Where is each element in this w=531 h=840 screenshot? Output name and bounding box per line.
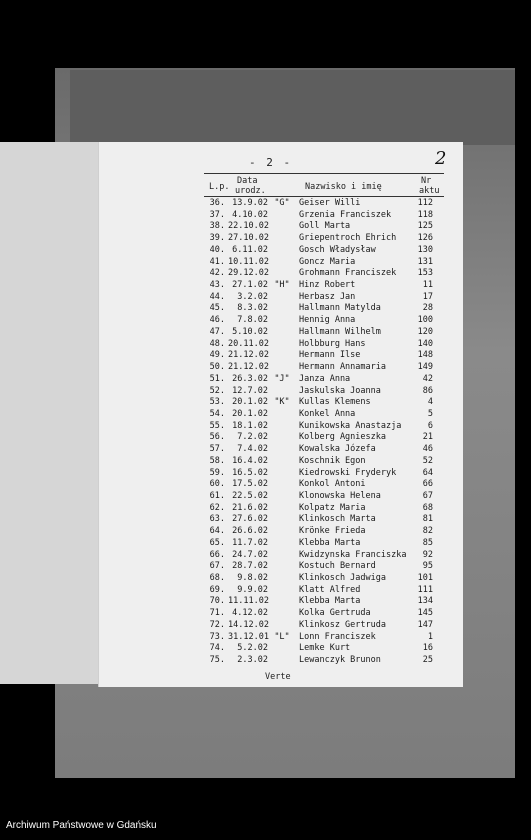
birth-date: 4.10.02 <box>232 209 268 220</box>
birth-date: 21.12.02 <box>228 350 269 361</box>
birth-date: 7.8.02 <box>237 315 268 326</box>
person-name: Klinkosch Marta <box>299 514 376 525</box>
table-row <box>99 198 463 210</box>
table-row <box>99 421 463 433</box>
table-row <box>99 210 463 222</box>
record-number: 149 <box>417 362 433 373</box>
person-name: Hallmann Wilhelm <box>299 326 381 337</box>
record-number: 145 <box>417 608 433 619</box>
person-name: Goll Marta <box>299 221 351 232</box>
person-name: Hermann Ilse <box>299 350 361 361</box>
person-name: Herbasz Jan <box>299 291 356 302</box>
table-row <box>99 655 463 667</box>
table-row <box>99 221 463 233</box>
table-row <box>99 339 463 351</box>
table-row <box>99 257 463 269</box>
row-number: 66. <box>209 549 225 560</box>
row-number: 64. <box>209 526 225 537</box>
birth-date: 11.7.02 <box>232 537 268 548</box>
table-row <box>99 233 463 245</box>
table-row <box>99 268 463 280</box>
record-number: 92 <box>422 549 433 560</box>
person-name: Klebba Marta <box>299 596 361 607</box>
row-number: 47. <box>209 326 225 337</box>
header-akt-line2: aktu <box>419 186 440 196</box>
birth-date: 22.5.02 <box>232 490 268 501</box>
row-number: 45. <box>209 303 225 314</box>
row-number: 67. <box>209 561 225 572</box>
row-number: 36. <box>209 198 225 208</box>
row-number: 41. <box>209 256 225 267</box>
person-name: Hinz Robert <box>299 280 356 291</box>
row-number: 49. <box>209 350 225 361</box>
record-number: 95 <box>422 561 433 572</box>
birth-date: 21.12.02 <box>228 362 269 373</box>
record-number: 21 <box>422 432 433 443</box>
person-name: Kwidzynska Franciszka <box>299 549 407 560</box>
record-number: 42 <box>422 373 433 384</box>
record-number: 130 <box>417 244 433 255</box>
row-number: 37. <box>209 209 225 220</box>
document-page <box>98 142 463 687</box>
person-name: Hennig Anna <box>299 315 356 326</box>
birth-date: 16.5.02 <box>232 467 268 478</box>
record-number: 134 <box>417 596 433 607</box>
table-row <box>99 409 463 421</box>
record-number: 140 <box>417 338 433 349</box>
birth-date: 9.9.02 <box>237 584 268 595</box>
table-row <box>99 315 463 327</box>
record-number: 126 <box>417 233 433 244</box>
person-name: Jaskulska Joanna <box>299 385 381 396</box>
record-number: 131 <box>417 256 433 267</box>
person-name: Konkel Anna <box>299 408 356 419</box>
row-number: 42. <box>209 268 225 279</box>
row-number: 70. <box>209 596 225 607</box>
table-row <box>99 585 463 597</box>
record-number: 82 <box>422 526 433 537</box>
record-number: 147 <box>417 619 433 630</box>
person-name: Kolka Gertruda <box>299 608 371 619</box>
table-row <box>99 608 463 620</box>
record-number: 16 <box>422 643 433 654</box>
table-row <box>99 327 463 339</box>
birth-date: 27.1.02 <box>232 280 268 291</box>
person-name: Grohmann Franciszek <box>299 268 397 279</box>
table-row <box>99 643 463 655</box>
row-number: 63. <box>209 514 225 525</box>
row-number: 51. <box>209 373 225 384</box>
birth-date: 3.2.02 <box>237 291 268 302</box>
table-row <box>99 573 463 585</box>
person-name: Konkol Antoni <box>299 479 366 490</box>
birth-date: 8.3.02 <box>237 303 268 314</box>
table-row <box>99 526 463 538</box>
person-name: Klinkosch Jadwiga <box>299 573 386 583</box>
record-number: 11 <box>422 280 433 291</box>
person-name: Lewanczyk Brunon <box>299 655 381 666</box>
person-name: Holbburg Hans <box>299 338 366 349</box>
person-name: Janza Anna <box>299 373 351 384</box>
person-name: Klinkosz Gertruda <box>299 619 386 630</box>
table-row <box>99 491 463 503</box>
person-name: Lemke Kurt <box>299 643 351 654</box>
birth-date: 28.7.02 <box>232 561 268 572</box>
person-name: Lonn Franciszek <box>299 631 376 642</box>
verte-note: Verte <box>265 672 291 682</box>
record-number: 17 <box>422 291 433 302</box>
row-number: 62. <box>209 502 225 513</box>
row-number: 68. <box>209 573 225 583</box>
person-name: Koschnik Egon <box>299 455 366 466</box>
birth-date: 7.2.02 <box>237 432 268 443</box>
birth-date: 20.1.02 <box>232 408 268 419</box>
birth-date: 21.6.02 <box>232 502 268 513</box>
letter-marker: "H" <box>274 280 290 291</box>
table-row <box>99 620 463 632</box>
row-number: 40. <box>209 244 225 255</box>
birth-date: 7.4.02 <box>237 444 268 455</box>
header-date-line1: Data <box>237 176 258 186</box>
row-number: 60. <box>209 479 225 490</box>
birth-date: 9.8.02 <box>237 573 268 583</box>
table-row <box>99 479 463 491</box>
birth-date: 27.10.02 <box>228 233 269 244</box>
table-row <box>99 468 463 480</box>
birth-date: 17.5.02 <box>232 479 268 490</box>
record-number: 64 <box>422 467 433 478</box>
person-name: Klebba Marta <box>299 537 361 548</box>
row-number: 69. <box>209 584 225 595</box>
row-number: 72. <box>209 619 225 630</box>
record-number: 85 <box>422 537 433 548</box>
record-number: 1 <box>427 631 433 642</box>
birth-date: 4.12.02 <box>232 608 268 619</box>
row-number: 43. <box>209 280 225 291</box>
table-row <box>99 632 463 644</box>
row-number: 71. <box>209 608 225 619</box>
letter-marker: "J" <box>274 373 290 384</box>
row-number: 59. <box>209 467 225 478</box>
birth-date: 5.10.02 <box>232 326 268 337</box>
record-number: 86 <box>422 385 433 396</box>
scan-background-top <box>70 70 515 145</box>
person-name: Gosch Władysław <box>299 244 376 255</box>
row-number: 39. <box>209 233 225 244</box>
table-row <box>99 350 463 362</box>
birth-date: 31.12.01 <box>228 631 269 642</box>
row-number: 56. <box>209 432 225 443</box>
table-row <box>99 514 463 526</box>
person-name: Goncz Maria <box>299 256 356 267</box>
person-name: Klonowska Helena <box>299 490 381 501</box>
record-number: 112 <box>417 198 433 208</box>
person-name: Kolberg Agnieszka <box>299 432 386 443</box>
birth-date: 18.1.02 <box>232 420 268 431</box>
record-number: 52 <box>422 455 433 466</box>
record-number: 68 <box>422 502 433 513</box>
birth-date: 14.12.02 <box>228 619 269 630</box>
person-name: Geiser Willi <box>299 198 361 208</box>
record-number: 81 <box>422 514 433 525</box>
row-number: 55. <box>209 420 225 431</box>
record-number: 120 <box>417 326 433 337</box>
birth-date: 24.7.02 <box>232 549 268 560</box>
handwritten-page-number: 2 <box>435 148 447 169</box>
letter-marker: "G" <box>274 198 290 208</box>
table-row <box>99 538 463 550</box>
record-number: 148 <box>417 350 433 361</box>
record-number: 125 <box>417 221 433 232</box>
birth-date: 27.6.02 <box>232 514 268 525</box>
person-name: Klatt Alfred <box>299 584 361 595</box>
header-bottom-rule <box>204 196 444 197</box>
birth-date: 2.3.02 <box>237 655 268 666</box>
table-row <box>99 550 463 562</box>
birth-date: 26.3.02 <box>232 373 268 384</box>
table-row <box>99 397 463 409</box>
register-rows <box>99 198 463 667</box>
birth-date: 12.7.02 <box>232 385 268 396</box>
record-number: 67 <box>422 490 433 501</box>
table-row <box>99 444 463 456</box>
header-top-rule <box>204 173 444 174</box>
table-row <box>99 432 463 444</box>
birth-date: 26.6.02 <box>232 526 268 537</box>
record-number: 66 <box>422 479 433 490</box>
row-number: 50. <box>209 362 225 373</box>
row-number: 48. <box>209 338 225 349</box>
record-number: 153 <box>417 268 433 279</box>
record-number: 4 <box>427 397 433 408</box>
row-number: 44. <box>209 291 225 302</box>
record-number: 111 <box>417 584 433 595</box>
adjacent-page-strip <box>0 142 101 684</box>
person-name: Hallmann Matylda <box>299 303 381 314</box>
birth-date: 5.2.02 <box>237 643 268 654</box>
birth-date: 6.11.02 <box>232 244 268 255</box>
page-marker: - 2 - <box>249 156 293 169</box>
record-number: 25 <box>422 655 433 666</box>
person-name: Kostuch Bernard <box>299 561 376 572</box>
birth-date: 13.9.02 <box>232 198 268 208</box>
record-number: 101 <box>417 573 433 583</box>
record-number: 28 <box>422 303 433 314</box>
archive-watermark: Archiwum Państwowe w Gdańsku <box>6 820 157 831</box>
person-name: Griepentroch Ehrich <box>299 233 397 244</box>
person-name: Krönke Frieda <box>299 526 366 537</box>
letter-marker: "L" <box>274 631 290 642</box>
row-number: 46. <box>209 315 225 326</box>
row-number: 61. <box>209 490 225 501</box>
birth-date: 20.11.02 <box>228 338 269 349</box>
table-row <box>99 561 463 573</box>
birth-date: 10.11.02 <box>228 256 269 267</box>
row-number: 73. <box>209 631 225 642</box>
table-row <box>99 503 463 515</box>
birth-date: 20.1.02 <box>232 397 268 408</box>
record-number: 118 <box>417 209 433 220</box>
birth-date: 11.11.02 <box>228 596 269 607</box>
person-name: Kiedrowski Fryderyk <box>299 467 397 478</box>
table-row <box>99 245 463 257</box>
row-number: 57. <box>209 444 225 455</box>
person-name: Kolpatz Maria <box>299 502 366 513</box>
row-number: 58. <box>209 455 225 466</box>
header-lp: L.p. <box>209 182 230 192</box>
letter-marker: "K" <box>274 397 290 408</box>
birth-date: 16.4.02 <box>232 455 268 466</box>
table-row <box>99 456 463 468</box>
table-row <box>99 303 463 315</box>
header-akt-line1: Nr <box>421 176 432 186</box>
row-number: 54. <box>209 408 225 419</box>
table-row <box>99 362 463 374</box>
row-number: 52. <box>209 385 225 396</box>
person-name: Grzenia Franciszek <box>299 209 392 220</box>
row-number: 53. <box>209 397 225 408</box>
table-row <box>99 374 463 386</box>
record-number: 5 <box>427 408 433 419</box>
record-number: 46 <box>422 444 433 455</box>
person-name: Hermann Annamaria <box>299 362 386 373</box>
person-name: Kunikowska Anastazja <box>299 420 402 431</box>
table-row <box>99 292 463 304</box>
table-row <box>99 386 463 398</box>
birth-date: 29.12.02 <box>228 268 269 279</box>
person-name: Kowalska Józefa <box>299 444 376 455</box>
person-name: Kullas Klemens <box>299 397 371 408</box>
record-number: 6 <box>427 420 433 431</box>
record-number: 100 <box>417 315 433 326</box>
row-number: 65. <box>209 537 225 548</box>
header-date-line2: urodz. <box>235 186 266 196</box>
table-row <box>99 596 463 608</box>
header-name: Nazwisko i imię <box>305 182 382 192</box>
birth-date: 22.10.02 <box>228 221 269 232</box>
table-row <box>99 280 463 292</box>
row-number: 74. <box>209 643 225 654</box>
row-number: 38. <box>209 221 225 232</box>
row-number: 75. <box>209 655 225 666</box>
